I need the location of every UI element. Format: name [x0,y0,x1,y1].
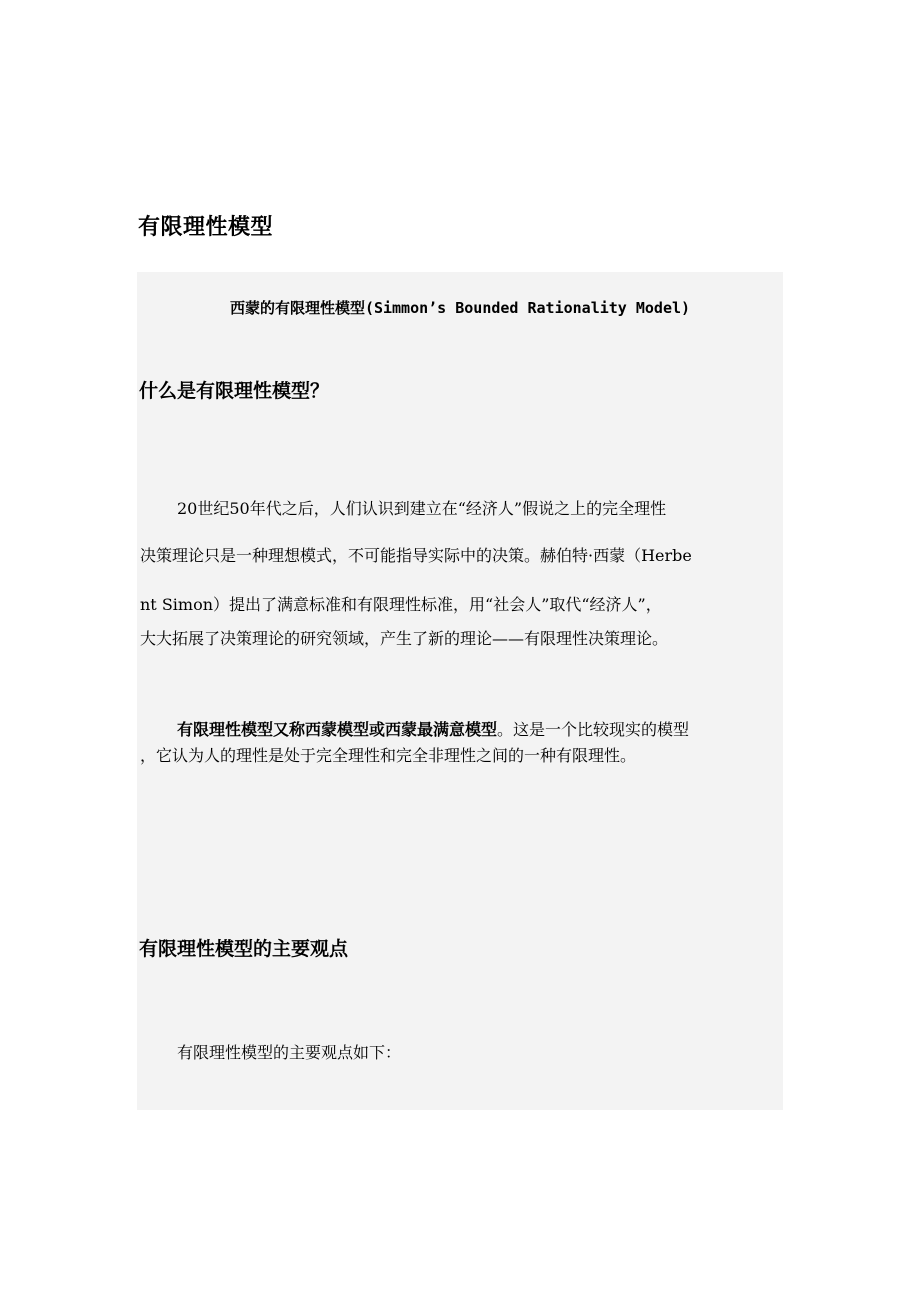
paragraph-1-line-4: 大大拓展了决策理论的研究领域，产生了新的理论——有限理性决策理论。 [140,629,669,648]
article-subtitle: 西蒙的有限理性模型(Simmon’s Bounded Rationality Model) [229,299,691,317]
paragraph-2-line-1 [177,718,689,742]
content-box [137,272,783,1110]
section-heading-main-points: 有限理性模型的主要观点 [139,938,349,960]
paragraph-2-line-1-rest: 。这是一个比较现实的模型 [497,720,690,739]
paragraph-1-line-3: nt Simon）提出了满意标准和有限理性标准，用“社会人”取代“经济人”， [140,595,662,614]
section-heading-what-is: 什么是有限理性模型？ [139,380,330,402]
paragraph-1-line-1: 20世纪50年代之后，人们认识到建立在“经济人”假说之上的完全理性 [177,499,667,518]
page-title: 有限理性模型 [138,215,274,240]
paragraph-1-line-2: 决策理论只是一种理想模式，不可能指导实际中的决策。赫伯特·西蒙（Herbe [140,546,692,565]
paragraph-3: 有限理性模型的主要观点如下： [177,1043,402,1062]
paragraph-2-line-2: ，它认为人的理性是处于完全理性和完全非理性之间的一种有限理性。 [140,746,637,765]
paragraph-2-bold-term: 有限理性模型又称西蒙模型或西蒙最满意模型 [177,720,498,739]
